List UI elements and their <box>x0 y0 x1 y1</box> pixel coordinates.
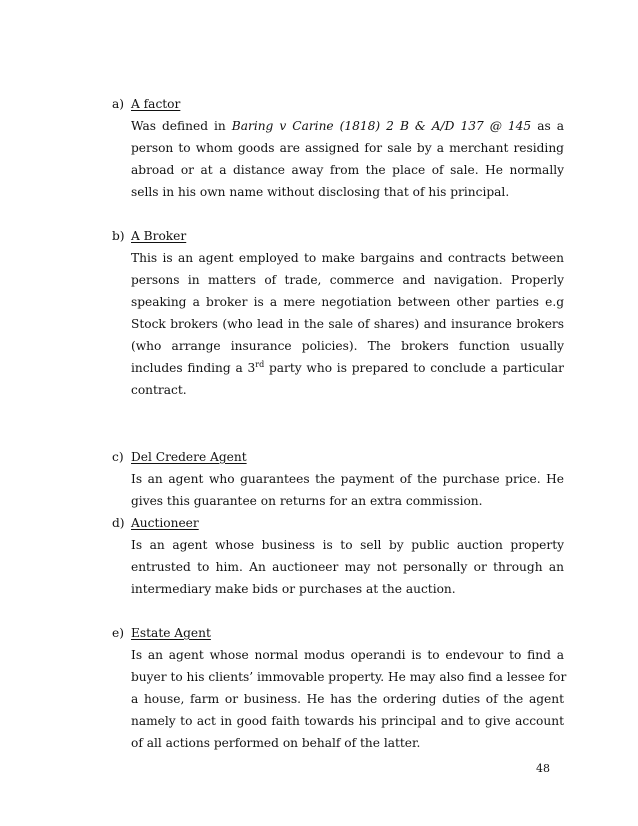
list-marker: a) <box>112 97 125 111</box>
ordinal-suffix: rd <box>255 359 265 369</box>
body-line: gives this guarantee on returns for an extra commission. <box>131 494 483 508</box>
section-heading <box>112 227 564 245</box>
section-c-del-credere-agent <box>112 448 564 512</box>
body-line: sells in his own name without disclosing that of his principal. <box>131 185 510 199</box>
section-e-estate-agent <box>112 624 567 754</box>
heading-text: Auctioneer <box>131 516 199 530</box>
section-body <box>131 247 564 401</box>
body-line: intermediary make bids or purchases at the auction. <box>131 582 456 596</box>
section-heading <box>112 624 564 642</box>
body-line: person to whom goods are assigned for sale by a merchant residing <box>131 141 564 155</box>
heading-text: A Broker <box>131 229 187 243</box>
section-body <box>131 534 564 600</box>
heading-text: A factor <box>131 97 181 111</box>
heading-text: Estate Agent <box>131 626 211 640</box>
body-line: buyer to his clients’ immovable property. He may also find a lessee for <box>131 670 567 684</box>
section-d-auctioneer <box>112 514 564 600</box>
section-heading <box>112 448 564 466</box>
body-line: includes finding a 3rd party who is prepared to conclude a particular <box>131 359 564 375</box>
case-citation: Baring v Carine (1818) 2 B & A/D 137 @ 145 <box>231 119 532 133</box>
page-number: 48 <box>536 762 550 775</box>
body-line: This is an agent employed to make bargains and contracts between <box>131 251 564 265</box>
list-marker: c) <box>112 450 124 464</box>
list-marker: d) <box>112 516 125 530</box>
body-line: speaking a broker is a mere negotiation between other parties e.g <box>131 295 564 309</box>
section-body <box>131 644 567 754</box>
body-line: Is an agent whose business is to sell by public auction property <box>131 538 564 552</box>
body-line: (who arrange insurance policies). The brokers function usually <box>131 339 564 353</box>
body-line: abroad or at a distance away from the place of sale. He normally <box>131 163 564 177</box>
body-line: of all actions performed on behalf of the latter. <box>131 736 421 750</box>
section-b-broker <box>112 227 564 401</box>
section-heading <box>112 514 564 532</box>
section-a-factor <box>112 95 564 203</box>
body-line: Is an agent who guarantees the payment of the purchase price. He <box>131 472 564 486</box>
section-heading <box>112 95 564 113</box>
body-line: entrusted to him. An auctioneer may not personally or through an <box>131 560 564 574</box>
body-line: persons in matters of trade, commerce and navigation. Properly <box>131 273 564 287</box>
body-line: a house, farm or business. He has the ordering duties of the agent <box>131 692 564 706</box>
body-line: Is an agent whose normal modus operandi is to endevour to find a <box>131 648 564 662</box>
body-line: contract. <box>131 383 187 397</box>
heading-text: Del Credere Agent <box>131 450 247 464</box>
body-line: Stock brokers (who lead in the sale of shares) and insurance brokers <box>131 317 564 331</box>
body-line: Was defined in Baring v Carine (1818) 2 B & A/D 137 @ 145 as a <box>131 119 564 133</box>
body-line: namely to act in good faith towards his principal and to give account <box>131 714 564 728</box>
list-marker: b) <box>112 229 125 243</box>
section-body <box>131 468 564 512</box>
list-marker: e) <box>112 626 124 640</box>
section-body <box>131 115 564 203</box>
